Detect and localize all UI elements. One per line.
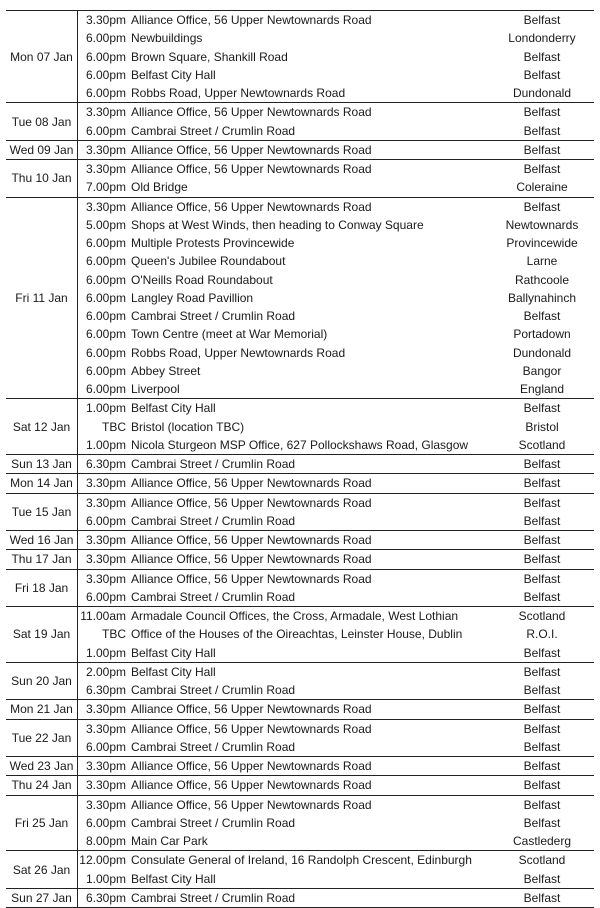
event-location: Town Centre (meet at War Memorial)	[131, 327, 328, 342]
event-city: Belfast	[523, 513, 561, 528]
event-location: Belfast City Hall	[131, 664, 216, 679]
event-row	[78, 607, 594, 625]
event-location: Liverpool	[131, 382, 180, 396]
event-row	[78, 307, 594, 325]
event-row	[78, 531, 594, 549]
day-group	[6, 102, 594, 140]
event-location: Alliance Office, 56 Upper Newtownards Road	[131, 797, 372, 812]
schedule-table	[6, 10, 594, 908]
event-time: 6.00pm	[85, 123, 126, 138]
event-time: 6.00pm	[85, 236, 126, 250]
event-time: 3.30pm	[85, 702, 126, 717]
day-label: Sat 19 Jan	[12, 627, 71, 642]
event-location: Abbey Street	[131, 363, 201, 378]
event-city: Larne	[526, 254, 558, 269]
event-row	[78, 776, 594, 794]
event-location: Cambrai Street / Crumlin Road	[131, 739, 296, 754]
event-location: Alliance Office, 56 Upper Newtownards Road	[131, 721, 372, 736]
day-group	[6, 493, 594, 531]
event-time: 6.30pm	[85, 890, 126, 905]
event-time: 3.30pm	[85, 759, 126, 773]
event-time: 3.30pm	[85, 199, 126, 214]
event-row	[78, 550, 594, 568]
event-city: Scotland	[518, 853, 566, 868]
day-group	[6, 775, 594, 794]
event-location: Cambrai Street / Crumlin Road	[131, 513, 296, 528]
event-list	[77, 531, 594, 549]
day-label: Wed 16 Jan	[9, 533, 74, 548]
event-city: Belfast	[523, 759, 561, 773]
day-group	[6, 719, 594, 757]
event-location: Newbuildings	[131, 31, 203, 46]
day-group	[6, 699, 594, 718]
event-list	[77, 607, 594, 662]
event-location: Armadale Council Offices, the Cross, Armadale, West Lothian	[131, 609, 459, 623]
event-row	[78, 814, 594, 832]
event-time: 3.30pm	[85, 13, 126, 27]
event-location: Belfast City Hall	[131, 401, 216, 416]
event-city: Portadown	[513, 327, 571, 342]
event-time: 3.30pm	[85, 571, 126, 586]
day-label: Mon 21 Jan	[10, 702, 73, 717]
event-city: Bangor	[522, 363, 562, 378]
event-time: 6.00pm	[85, 254, 126, 269]
event-row	[78, 663, 594, 681]
day-group	[6, 197, 594, 399]
event-city: Belfast	[523, 571, 561, 586]
event-list	[77, 757, 594, 775]
event-list	[77, 796, 594, 851]
event-time: 6.30pm	[85, 457, 126, 471]
event-list	[77, 399, 594, 454]
event-city: Belfast	[523, 162, 561, 176]
event-row	[78, 570, 594, 588]
event-location: Alliance Office, 56 Upper Newtownards Road	[131, 778, 372, 793]
event-time: 3.30pm	[85, 105, 126, 120]
event-time: 1.00pm	[85, 437, 126, 452]
event-location: Cambrai Street / Crumlin Road	[131, 457, 296, 471]
event-row	[78, 700, 594, 718]
day-label: Tue 15 Jan	[11, 504, 72, 519]
event-time: 6.00pm	[85, 513, 126, 528]
event-list	[77, 494, 594, 531]
event-time: 8.00pm	[85, 834, 126, 848]
event-city: Londonderry	[508, 31, 576, 46]
event-time: 3.30pm	[85, 495, 126, 510]
event-city: Belfast	[523, 890, 561, 905]
event-list	[77, 776, 594, 794]
event-city: Bristol	[525, 419, 559, 434]
event-row	[78, 720, 594, 738]
event-time: 7.00pm	[85, 180, 126, 195]
event-location: Alliance Office, 56 Upper Newtownards Road	[131, 142, 372, 157]
event-row	[78, 436, 594, 454]
event-location: Main Car Park	[131, 834, 208, 848]
event-row	[78, 216, 594, 234]
event-city: Belfast	[523, 589, 561, 604]
event-time: 11.00am	[80, 609, 126, 623]
day-group	[6, 662, 594, 700]
event-city: Belfast	[523, 721, 561, 736]
event-city: Castlederg	[512, 834, 572, 848]
day-group	[6, 140, 594, 159]
event-city: Belfast	[523, 123, 561, 138]
event-list	[77, 700, 594, 718]
event-location: Bristol (location TBC)	[131, 419, 245, 434]
event-time: 6.00pm	[85, 86, 126, 100]
day-label: Tue 22 Jan	[11, 730, 72, 745]
event-row	[78, 122, 594, 140]
event-row	[78, 252, 594, 270]
event-row	[78, 418, 594, 436]
event-list	[77, 663, 594, 700]
day-group	[6, 606, 594, 662]
event-time: 6.00pm	[85, 49, 126, 64]
event-row	[78, 494, 594, 512]
event-time: 6.00pm	[85, 327, 126, 342]
event-city: Belfast	[523, 457, 561, 471]
day-label: Wed 09 Jan	[9, 142, 74, 157]
day-group	[6, 795, 594, 851]
event-row	[78, 644, 594, 662]
event-location: Cambrai Street / Crumlin Road	[131, 123, 296, 138]
event-time: 6.00pm	[85, 345, 126, 360]
event-time: 6.00pm	[85, 363, 126, 378]
event-city: Belfast	[523, 401, 561, 416]
day-group	[6, 569, 594, 607]
day-group	[6, 159, 594, 197]
event-city: Belfast	[523, 476, 561, 491]
event-time: 3.30pm	[85, 476, 126, 491]
event-time: 6.00pm	[85, 589, 126, 604]
event-row	[78, 344, 594, 362]
day-label: Wed 23 Jan	[9, 759, 74, 774]
event-row	[78, 870, 594, 888]
day-label: Sun 27 Jan	[11, 890, 72, 905]
event-row	[78, 588, 594, 606]
event-time: 6.00pm	[85, 290, 126, 305]
event-location: Multiple Protests Provincewide	[131, 236, 295, 250]
event-location: Old Bridge	[131, 180, 188, 195]
event-row	[78, 234, 594, 252]
event-time: 3.30pm	[85, 721, 126, 736]
event-row	[78, 455, 594, 473]
event-location: Alliance Office, 56 Upper Newtownards Road	[131, 105, 372, 120]
day-label: Sun 13 Jan	[11, 457, 72, 472]
event-city: England	[519, 382, 565, 396]
event-location: Alliance Office, 56 Upper Newtownards Road	[131, 495, 372, 510]
event-city: Belfast	[523, 495, 561, 510]
event-row	[78, 832, 594, 850]
event-city: Coleraine	[516, 180, 568, 195]
event-time: 3.30pm	[85, 778, 126, 793]
event-city: Belfast	[523, 67, 561, 82]
event-row	[78, 29, 594, 47]
event-list	[77, 198, 594, 399]
day-label: Sun 20 Jan	[11, 674, 72, 688]
day-group	[6, 10, 594, 102]
event-row	[78, 84, 594, 102]
event-time: 6.30pm	[85, 683, 126, 697]
event-time: TBC	[102, 627, 126, 642]
event-city: Belfast	[523, 552, 561, 567]
event-city: Dundonald	[512, 86, 572, 100]
day-label: Tue 08 Jan	[11, 114, 72, 129]
event-row	[78, 512, 594, 530]
event-row	[78, 11, 594, 29]
event-row	[78, 141, 594, 159]
event-list	[77, 103, 594, 140]
event-city: Newtownards	[505, 217, 579, 232]
event-row	[78, 289, 594, 307]
event-city: Belfast	[523, 199, 561, 214]
event-city: Provincewide	[506, 236, 578, 250]
event-location: Belfast City Hall	[131, 871, 216, 886]
event-time: 12.00pm	[79, 853, 126, 868]
event-location: Belfast City Hall	[131, 645, 216, 660]
event-time: 3.30pm	[85, 142, 126, 157]
event-location: Cambrai Street / Crumlin Road	[131, 815, 296, 830]
event-location: Queen's Jubilee Roundabout	[131, 254, 286, 269]
day-label: Mon 07 Jan	[10, 49, 73, 64]
event-list	[77, 720, 594, 757]
event-time: 6.00pm	[85, 815, 126, 830]
event-city: Belfast	[523, 664, 561, 679]
event-location: Langley Road Pavillion	[131, 290, 254, 305]
event-time: 6.00pm	[85, 272, 126, 287]
day-group	[6, 549, 594, 568]
event-city: Scotland	[518, 609, 566, 623]
day-group	[6, 756, 594, 775]
day-group	[6, 454, 594, 473]
event-row	[78, 757, 594, 775]
event-location: Alliance Office, 56 Upper Newtownards Road	[131, 571, 372, 586]
event-location: Alliance Office, 56 Upper Newtownards Road	[131, 533, 372, 547]
event-city: Belfast	[523, 105, 561, 120]
day-group	[6, 473, 594, 492]
event-list	[77, 141, 594, 159]
event-time: 6.00pm	[85, 67, 126, 82]
event-location: Robbs Road, Upper Newtownards Road	[131, 86, 346, 100]
event-list	[77, 160, 594, 197]
event-city: Belfast	[523, 815, 561, 830]
day-label: Mon 14 Jan	[10, 476, 73, 491]
day-group	[6, 850, 594, 888]
event-location: Alliance Office, 56 Upper Newtownards Road	[131, 162, 372, 176]
event-row	[78, 66, 594, 84]
event-time: 1.00pm	[85, 871, 126, 886]
event-location: Shops at West Winds, then heading to Conway Square	[131, 217, 424, 232]
day-group	[6, 530, 594, 549]
event-city: Belfast	[523, 683, 561, 697]
event-row	[78, 103, 594, 121]
event-city: Belfast	[523, 49, 561, 64]
event-city: Belfast	[523, 13, 561, 27]
day-label: Fri 18 Jan	[14, 580, 69, 595]
event-time: 1.00pm	[85, 645, 126, 660]
event-location: Nicola Sturgeon MSP Office, 627 Pollockshaws Road, Glasgow	[131, 437, 469, 452]
event-location: Office of the Houses of the Oireachtas, Leinster House, Dublin	[131, 627, 463, 642]
event-location: Belfast City Hall	[131, 67, 216, 82]
event-location: Cambrai Street / Crumlin Road	[131, 589, 296, 604]
event-row	[78, 160, 594, 178]
event-list	[77, 550, 594, 568]
day-label: Thu 24 Jan	[11, 778, 72, 793]
event-city: Belfast	[523, 739, 561, 754]
event-list	[77, 851, 594, 888]
event-location: Brown Square, Shankill Road	[131, 49, 288, 64]
day-label: Thu 10 Jan	[11, 171, 72, 186]
event-city: Belfast	[523, 871, 561, 886]
event-row	[78, 198, 594, 216]
event-location: Cambrai Street / Crumlin Road	[131, 683, 296, 697]
event-city: Belfast	[523, 142, 561, 157]
day-label: Thu 17 Jan	[11, 552, 72, 567]
event-time: 2.00pm	[85, 664, 126, 679]
event-location: Robbs Road, Upper Newtownards Road	[131, 345, 346, 360]
event-list	[77, 455, 594, 473]
day-label: Fri 11 Jan	[15, 290, 68, 305]
event-row	[78, 796, 594, 814]
event-city: Belfast	[523, 797, 561, 812]
event-row	[78, 738, 594, 756]
event-time: 6.00pm	[85, 31, 126, 46]
event-city: Dundonald	[512, 345, 572, 360]
event-row	[78, 681, 594, 699]
event-row	[78, 625, 594, 643]
event-city: Belfast	[523, 778, 561, 793]
event-city: Belfast	[523, 309, 561, 323]
event-time: 3.30pm	[85, 552, 126, 567]
event-location: Alliance Office, 56 Upper Newtownards Road	[131, 552, 372, 567]
event-location: Cambrai Street / Crumlin Road	[131, 309, 296, 323]
event-row	[78, 399, 594, 417]
event-row	[78, 380, 594, 398]
event-time: 6.00pm	[85, 739, 126, 754]
event-row	[78, 48, 594, 66]
event-list	[77, 11, 594, 102]
day-label: Sat 12 Jan	[12, 419, 71, 434]
event-time: 6.00pm	[85, 382, 126, 396]
event-time: 3.30pm	[85, 533, 126, 547]
event-location: Alliance Office, 56 Upper Newtownards Road	[131, 476, 372, 491]
event-row	[78, 325, 594, 343]
event-list	[77, 474, 594, 492]
day-label: Sat 26 Jan	[12, 862, 71, 877]
event-time: TBC	[102, 419, 126, 434]
event-location: Alliance Office, 56 Upper Newtownards Road	[131, 759, 372, 773]
event-city: Rathcoole	[514, 272, 570, 287]
event-city: Ballynahinch	[507, 290, 577, 305]
event-city: Belfast	[523, 645, 561, 660]
event-location: O'Neills Road Roundabout	[131, 272, 273, 287]
event-city: R.O.I.	[526, 627, 558, 642]
event-time: 3.30pm	[85, 162, 126, 176]
event-time: 6.00pm	[85, 309, 126, 323]
event-time: 3.30pm	[85, 797, 126, 812]
event-location: Cambrai Street / Crumlin Road	[131, 890, 296, 905]
event-row	[78, 178, 594, 196]
event-city: Scotland	[518, 437, 566, 452]
event-row	[78, 271, 594, 289]
event-row	[78, 362, 594, 380]
event-time: 5.00pm	[85, 217, 126, 232]
event-row	[78, 474, 594, 492]
event-city: Belfast	[523, 533, 561, 547]
day-label: Fri 25 Jan	[14, 815, 69, 830]
event-location: Consulate General of Ireland, 16 Randolph Crescent, Edinburgh	[131, 853, 472, 868]
event-location: Alliance Office, 56 Upper Newtownards Road	[131, 13, 372, 27]
event-row	[78, 851, 594, 869]
event-location: Alliance Office, 56 Upper Newtownards Road	[131, 199, 372, 214]
event-city: Belfast	[523, 702, 561, 717]
day-group	[6, 398, 594, 454]
event-time: 1.00pm	[85, 401, 126, 416]
event-location: Alliance Office, 56 Upper Newtownards Road	[131, 702, 372, 717]
event-list	[77, 570, 594, 607]
